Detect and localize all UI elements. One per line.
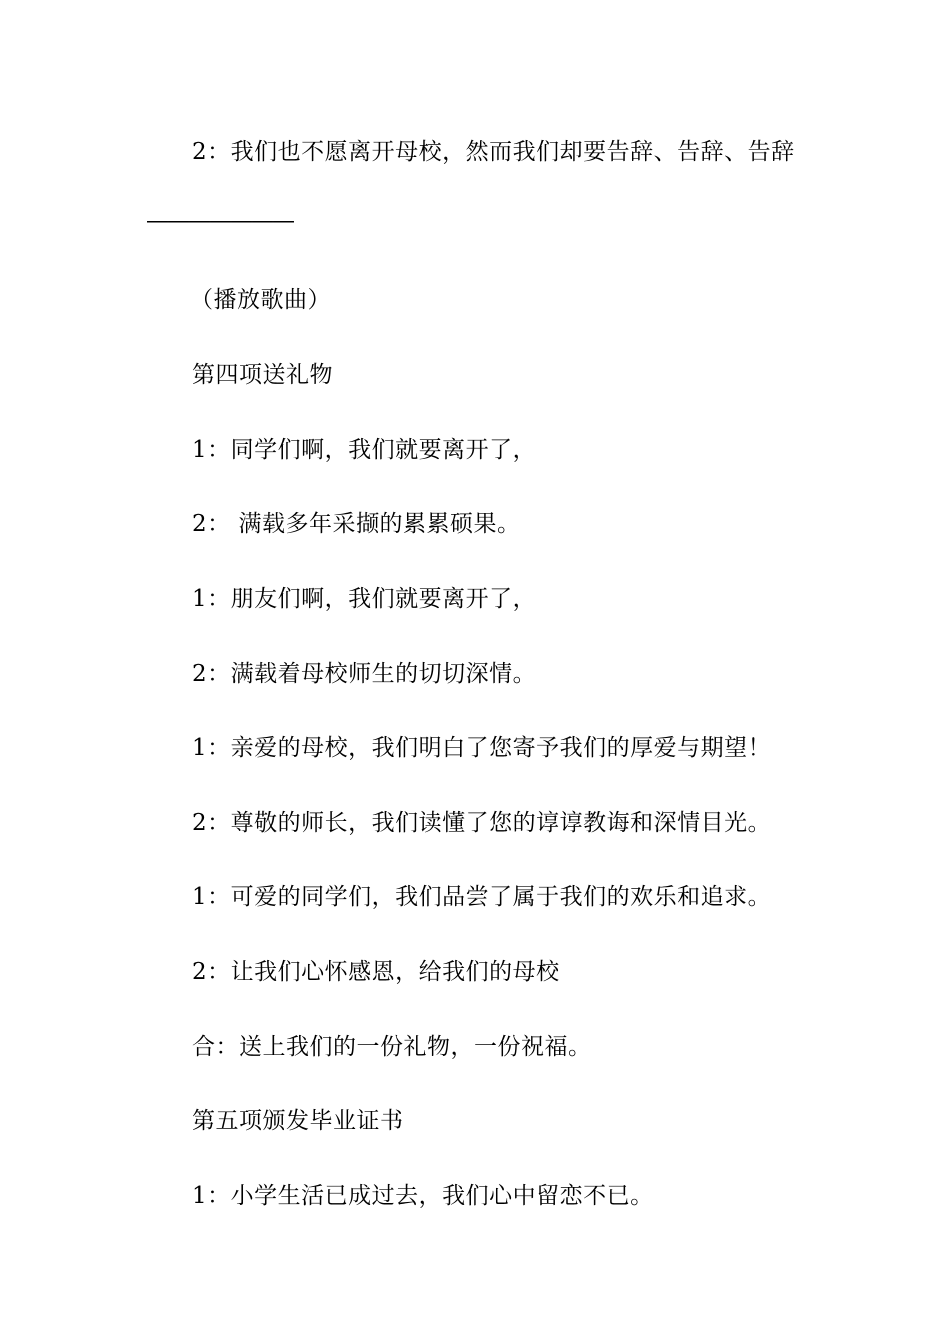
text-line: 2： 满载多年采撷的累累硕果。 [192, 511, 521, 537]
text-line: 合：送上我们的一份礼物，一份祝福。 [192, 1034, 592, 1060]
text-line: 1：同学们啊，我们就要离开了， [192, 437, 537, 463]
text-line: 2：满载着母校师生的切切深情。 [192, 661, 537, 687]
dash-line: ——————— [146, 208, 293, 234]
text-line: 1：小学生活已成过去，我们心中留恋不已。 [192, 1183, 654, 1209]
text-line: 1：亲爱的母校，我们明白了您寄予我们的厚爱与期望！ [192, 735, 772, 761]
text-line: 1：朋友们啊，我们就要离开了， [192, 586, 537, 612]
text-line: 2：尊敬的师长，我们读懂了您的谆谆教诲和深情目光。 [192, 810, 772, 836]
text-line: 2：我们也不愿离开母校，然而我们却要告辞、告辞、告辞 [192, 139, 795, 165]
text-line: （播放歌曲） [190, 287, 331, 313]
text-line: 2：让我们心怀感恩，给我们的母校 [192, 959, 560, 985]
text-line: 1：可爱的同学们，我们品尝了属于我们的欢乐和追求。 [192, 884, 772, 910]
section-heading: 第五项颁发毕业证书 [192, 1108, 404, 1134]
section-heading: 第四项送礼物 [192, 362, 333, 388]
